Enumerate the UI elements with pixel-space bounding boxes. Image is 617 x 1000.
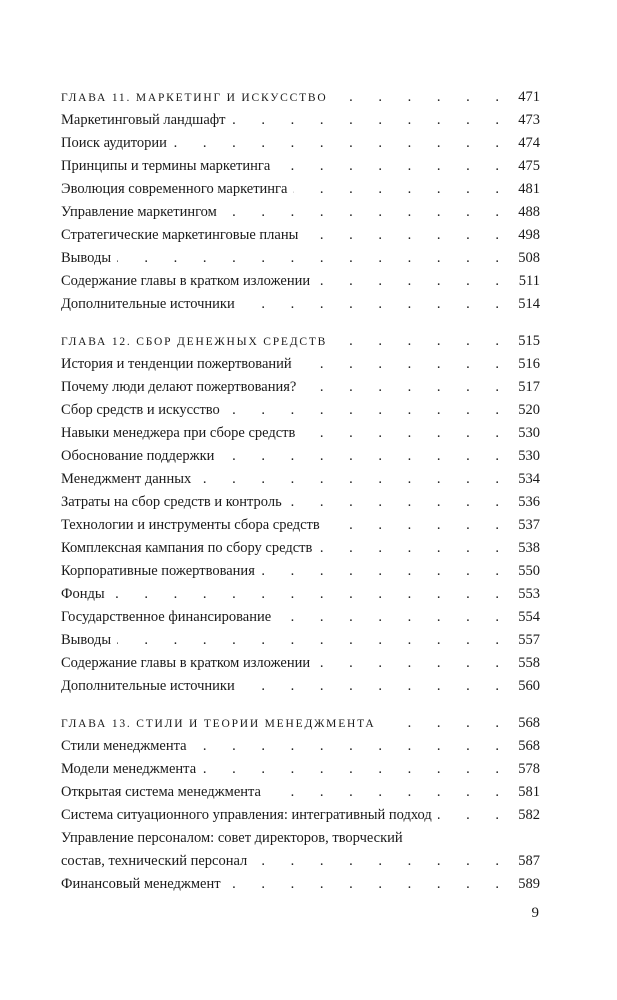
chapter-12 — [61, 330, 540, 698]
chapter-title: ГЛАВА 13. СТИЛИ И ТЕОРИИ МЕНЕДЖМЕНТА — [61, 718, 376, 730]
leader-dots — [267, 781, 510, 804]
leader-dots — [173, 132, 510, 155]
page-number: 554 — [518, 609, 540, 625]
toc-entry[interactable] — [61, 422, 540, 445]
leader-dots — [277, 606, 510, 629]
toc-entry[interactable] — [61, 560, 540, 583]
page-number: 582 — [518, 807, 540, 823]
page-number: 537 — [518, 517, 540, 533]
toc-entry[interactable] — [61, 376, 540, 399]
chapter-heading[interactable] — [61, 330, 540, 353]
entry-title: Стили менеджмента — [61, 738, 187, 754]
toc-entry[interactable] — [61, 201, 540, 224]
toc-entry[interactable] — [61, 109, 540, 132]
toc-entry[interactable] — [61, 514, 540, 537]
leader-dots — [276, 155, 510, 178]
page-number: 589 — [518, 876, 540, 892]
chapter-title: ГЛАВА 12. СБОР ДЕНЕЖНЫХ СРЕДСТВ — [61, 336, 328, 348]
toc-entry[interactable] — [61, 675, 540, 698]
leader-dots — [301, 422, 510, 445]
toc-entry[interactable] — [61, 491, 540, 514]
leader-dots — [117, 247, 510, 270]
page-number: 557 — [518, 632, 540, 648]
toc-entry[interactable] — [61, 445, 540, 468]
leader-dots — [117, 629, 510, 652]
entry-title: Финансовый менеджмент — [61, 876, 221, 892]
page-number: 534 — [518, 471, 540, 487]
page-number: 474 — [518, 135, 540, 151]
chapter-heading[interactable] — [61, 712, 540, 735]
entry-title: Модели менеджмента — [61, 761, 197, 777]
chapter-11 — [61, 86, 540, 316]
toc-entry[interactable] — [61, 629, 540, 652]
leader-dots — [193, 735, 510, 758]
leader-dots — [382, 712, 511, 735]
chapter-heading[interactable] — [61, 86, 540, 109]
entry-title: Выводы — [61, 250, 112, 266]
page-number: 514 — [518, 296, 540, 312]
toc-entry[interactable] — [61, 353, 540, 376]
toc-entry[interactable] — [61, 758, 540, 781]
entry-title: Фонды — [61, 586, 105, 602]
page-number: 511 — [518, 273, 540, 289]
entry-title: Сбор средств и искусство — [61, 402, 220, 418]
entry-title: Государственное финансирование — [61, 609, 272, 625]
folio-page-number: 9 — [531, 905, 539, 921]
entry-title: Почему люди делают пожертвования? — [61, 379, 297, 395]
entry-title: Содержание главы в кратком изложении — [61, 655, 311, 671]
page-number: 516 — [518, 356, 540, 372]
toc-entry[interactable] — [61, 270, 540, 293]
page-number: 550 — [518, 563, 540, 579]
leader-dots — [326, 514, 510, 537]
page-number: 538 — [518, 540, 540, 556]
chapter-title: ГЛАВА 11. МАРКЕТИНГ И ИСКУССТВО — [61, 92, 328, 104]
entry-title: Навыки менеджера при сборе средств — [61, 425, 296, 441]
leader-dots — [227, 873, 510, 896]
entry-title: Принципы и термины маркетинга — [61, 158, 271, 174]
page-number: 498 — [518, 227, 540, 243]
page-number: 587 — [518, 853, 540, 869]
page-number: 581 — [518, 784, 540, 800]
leader-dots — [302, 376, 510, 399]
entry-title: Стратегические маркетинговые планы — [61, 227, 299, 243]
leader-dots — [197, 468, 510, 491]
entry-title: Дополнительные источники — [61, 296, 235, 312]
leader-dots — [253, 850, 510, 873]
table-of-contents — [61, 86, 540, 910]
page-number: 536 — [518, 494, 540, 510]
entry-title: Управление маркетингом — [61, 204, 217, 220]
toc-entry[interactable] — [61, 468, 540, 491]
entry-title-line2-wrap — [61, 850, 540, 873]
toc-entry[interactable] — [61, 652, 540, 675]
entry-title: Обоснование поддержки — [61, 448, 215, 464]
entry-title: Комплексная кампания по сбору средств — [61, 540, 313, 556]
entry-title: Технологии и инструменты сбора средств — [61, 517, 320, 533]
leader-dots — [316, 270, 510, 293]
toc-entry[interactable] — [61, 132, 540, 155]
entry-title: Менеджмент данных — [61, 471, 192, 487]
leader-dots — [111, 583, 510, 606]
toc-entry[interactable] — [61, 583, 540, 606]
page-number: 481 — [518, 181, 540, 197]
entry-title: Выводы — [61, 632, 112, 648]
leader-dots — [226, 399, 510, 422]
toc-entry[interactable] — [61, 155, 540, 178]
leader-dots — [202, 758, 510, 781]
leader-dots — [334, 86, 511, 109]
page-number: 568 — [518, 715, 540, 731]
toc-entry[interactable] — [61, 606, 540, 629]
leader-dots — [333, 330, 510, 353]
page-number: 520 — [518, 402, 540, 418]
toc-entry[interactable] — [61, 293, 540, 316]
leader-dots — [298, 353, 510, 376]
leader-dots — [438, 804, 510, 827]
leader-dots — [304, 224, 510, 247]
leader-dots — [288, 491, 510, 514]
page-number: 568 — [518, 738, 540, 754]
leader-dots — [241, 293, 510, 316]
toc-entry[interactable] — [61, 399, 540, 422]
toc-entry[interactable] — [61, 224, 540, 247]
entry-title-line2: состав, технический персонал — [61, 853, 248, 869]
page-number: 553 — [518, 586, 540, 602]
toc-entry[interactable] — [61, 873, 540, 896]
page-number: 530 — [518, 448, 540, 464]
page-number: 475 — [518, 158, 540, 174]
leader-dots — [232, 109, 510, 132]
leader-dots — [316, 652, 510, 675]
toc-entry[interactable] — [61, 827, 540, 873]
page-number: 515 — [518, 333, 540, 349]
entry-title: История и тенденции пожертвований — [61, 356, 292, 372]
entry-title: Открытая система менеджмента — [61, 784, 261, 800]
entry-title-line1: Управление персоналом: совет директоров, творческий — [61, 830, 403, 846]
toc-entry[interactable] — [61, 735, 540, 758]
page-number: 488 — [518, 204, 540, 220]
chapter-13 — [61, 712, 540, 896]
leader-dots — [241, 675, 510, 698]
leader-dots — [293, 178, 510, 201]
leader-dots — [318, 537, 510, 560]
entry-title: Затраты на сбор средств и контроль — [61, 494, 282, 510]
leader-dots — [223, 201, 510, 224]
entry-title: Система ситуационного управления: интегративный подход — [61, 807, 432, 823]
page-number: 578 — [518, 761, 540, 777]
page-number: 517 — [518, 379, 540, 395]
leader-dots — [220, 445, 510, 468]
page-number: 471 — [518, 89, 540, 105]
entry-title: Дополнительные источники — [61, 678, 235, 694]
page-number: 558 — [518, 655, 540, 671]
entry-title: Эволюция современного маркетинга — [61, 181, 288, 197]
page-number: 560 — [518, 678, 540, 694]
entry-title: Содержание главы в кратком изложении — [61, 273, 311, 289]
entry-title: Поиск аудитории — [61, 135, 167, 151]
toc-entry[interactable] — [61, 537, 540, 560]
toc-entry[interactable] — [61, 804, 540, 827]
entry-title: Маркетинговый ландшафт — [61, 112, 226, 128]
page-number: 473 — [518, 112, 540, 128]
entry-title: Корпоративные пожертвования — [61, 563, 255, 579]
toc-entry[interactable] — [61, 247, 540, 270]
page-number: 530 — [518, 425, 540, 441]
page-number: 508 — [518, 250, 540, 266]
leader-dots — [261, 560, 510, 583]
toc-entry[interactable] — [61, 178, 540, 201]
toc-entry[interactable] — [61, 781, 540, 804]
